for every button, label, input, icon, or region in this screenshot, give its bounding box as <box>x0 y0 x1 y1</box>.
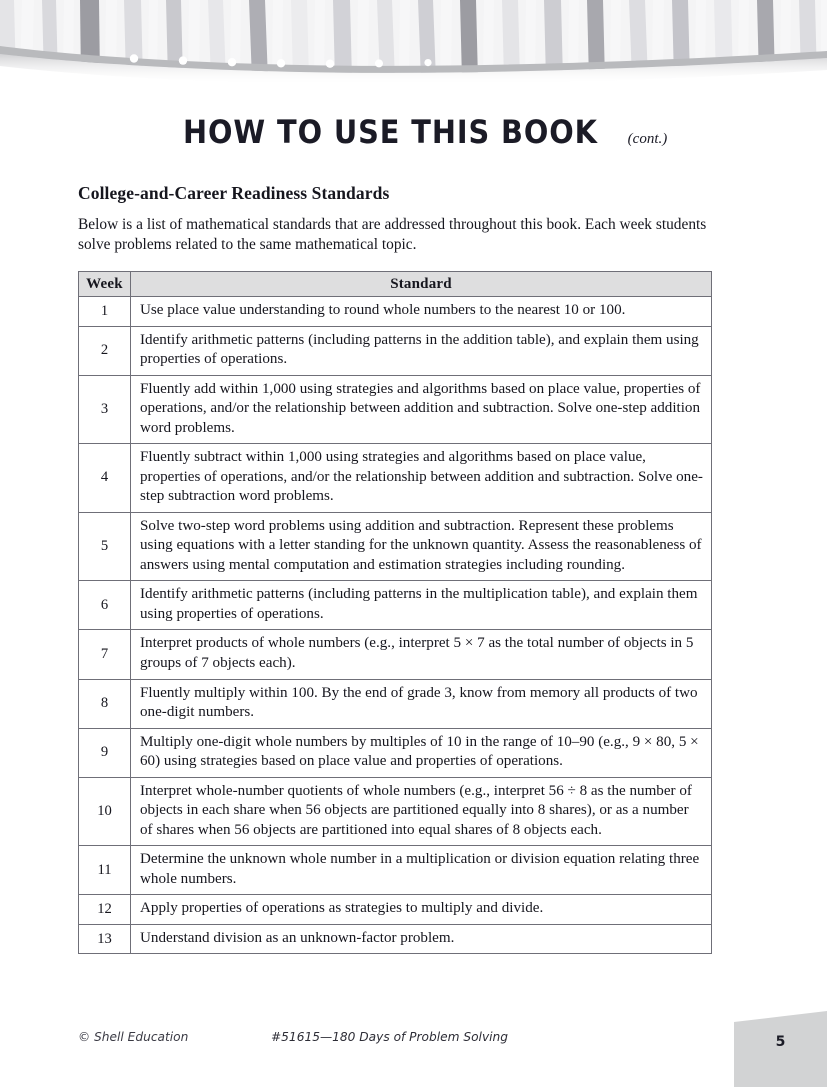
page-number: 5 <box>775 1034 786 1050</box>
table-row <box>79 895 712 925</box>
cell-week: 1 <box>79 297 131 327</box>
table-row <box>79 777 712 846</box>
footer-book-reference: #51615—180 Days of Problem Solving <box>270 1030 509 1044</box>
column-header-standard: Standard <box>131 272 712 297</box>
section-intro-paragraph: Below is a list of mathematical standards that are addressed throughout this book. Each week students solve problems related to the same mathematical topic. <box>78 216 707 254</box>
page-title-text: HOW TO USE THIS BOOK <box>182 113 598 151</box>
table-row <box>79 728 712 777</box>
cell-week: 2 <box>79 326 131 375</box>
cell-standard: Solve two-step word problems using addition and subtraction. Represent these problems using equations with a letter standing for the unknown quantity. Assess the reasonableness of answers using mental computation and estimation strategies including rounding. <box>131 512 712 581</box>
standards-table-body <box>79 297 712 954</box>
cell-week: 7 <box>79 630 131 679</box>
section-heading: College-and-Career Readiness Standards <box>78 183 390 203</box>
cell-week: 4 <box>79 444 131 513</box>
header-banner-decoration <box>0 0 827 90</box>
cell-standard: Interpret products of whole numbers (e.g., interpret 5 × 7 as the total number of objects in 5 groups of 7 objects each). <box>131 630 712 679</box>
table-row <box>79 630 712 679</box>
cell-standard: Understand division as an unknown-factor problem. <box>131 924 712 954</box>
page-title-continued: (cont.) <box>627 131 668 147</box>
footer-copyright: © Shell Education <box>78 1030 189 1044</box>
cell-standard: Apply properties of operations as strategies to multiply and divide. <box>131 895 712 925</box>
cell-week: 3 <box>79 375 131 444</box>
cell-standard: Fluently add within 1,000 using strategies and algorithms based on place value, properties of operations, and/or the relationship between addition and subtraction. Solve one-step addition word problems. <box>131 375 712 444</box>
standards-table <box>78 271 712 954</box>
table-row <box>79 679 712 728</box>
cell-standard: Identify arithmetic patterns (including patterns in the multiplication table), and explain them using properties of operations. <box>131 581 712 630</box>
cell-week: 5 <box>79 512 131 581</box>
page-number-tab <box>734 1011 827 1087</box>
table-row <box>79 326 712 375</box>
cell-standard: Multiply one-digit whole numbers by multiples of 10 in the range of 10–90 (e.g., 9 × 80, 5 × 60) using strategies based on place value and properties of operations. <box>131 728 712 777</box>
table-row <box>79 375 712 444</box>
striped-banner-icon <box>0 0 827 90</box>
table-header-row <box>79 272 712 297</box>
table-row <box>79 444 712 513</box>
table-row <box>79 846 712 895</box>
cell-standard: Fluently subtract within 1,000 using strategies and algorithms based on place value, properties of operations, and/or the relationship between addition and subtraction. Solve one-step subtraction word problems. <box>131 444 712 513</box>
page-title <box>0 113 827 151</box>
cell-standard: Determine the unknown whole number in a multiplication or division equation relating three whole numbers. <box>131 846 712 895</box>
cell-standard: Use place value understanding to round whole numbers to the nearest 10 or 100. <box>131 297 712 327</box>
cell-week: 10 <box>79 777 131 846</box>
cell-week: 12 <box>79 895 131 925</box>
cell-week: 8 <box>79 679 131 728</box>
column-header-week: Week <box>79 272 131 297</box>
table-row <box>79 924 712 954</box>
table-row <box>79 512 712 581</box>
standards-table-head <box>79 272 712 297</box>
cell-week: 6 <box>79 581 131 630</box>
cell-week: 11 <box>79 846 131 895</box>
cell-week: 9 <box>79 728 131 777</box>
cell-week: 13 <box>79 924 131 954</box>
cell-standard: Interpret whole-number quotients of whole numbers (e.g., interpret 56 ÷ 8 as the number of objects in each share when 56 objects are partitioned equally into 8 shares), or as a number of shares when 56 objects are partitioned into equal shares of 8 objects each. <box>131 777 712 846</box>
cell-standard: Identify arithmetic patterns (including patterns in the addition table), and explain them using properties of operations. <box>131 326 712 375</box>
cell-standard: Fluently multiply within 100. By the end of grade 3, know from memory all products of two one-digit numbers. <box>131 679 712 728</box>
table-row <box>79 581 712 630</box>
table-row <box>79 297 712 327</box>
